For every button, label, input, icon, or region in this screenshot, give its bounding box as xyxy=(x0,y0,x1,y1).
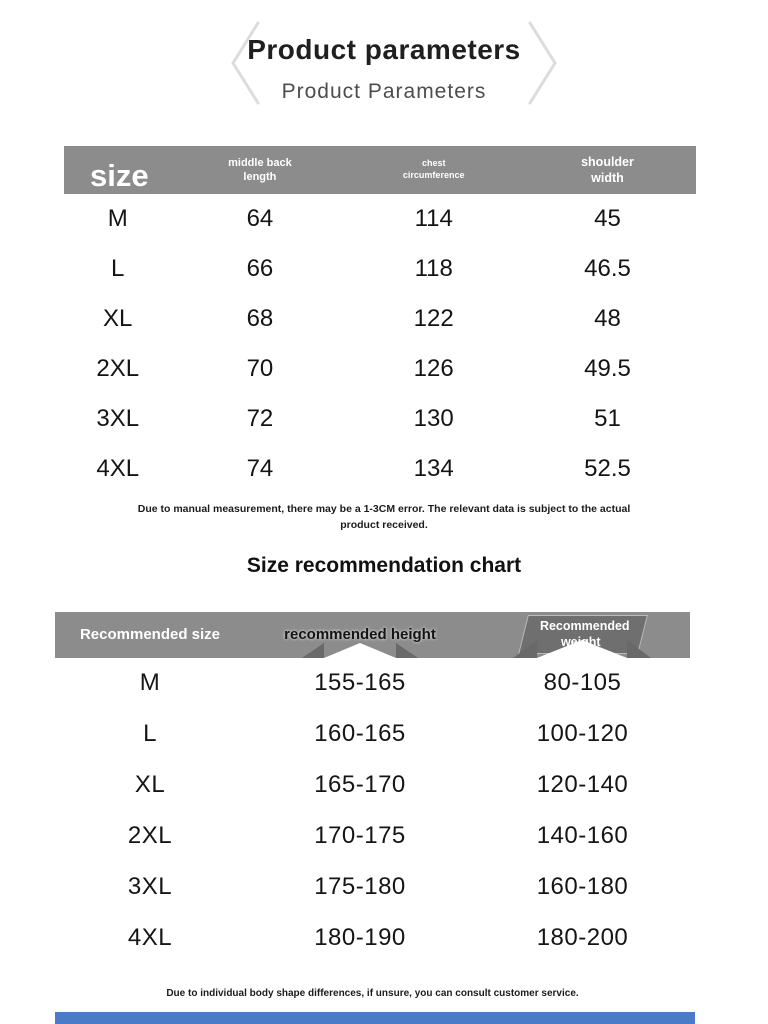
recommended-height-column-header: recommended height xyxy=(284,626,436,643)
recommended-height-cell: 180-190 xyxy=(314,924,406,951)
ribbon-fold-decoration xyxy=(302,643,324,658)
recommended-height-cell: 155-165 xyxy=(314,669,406,696)
shoulder-width-line2: width xyxy=(591,171,624,185)
recommended-weight-cell: 120-140 xyxy=(536,771,629,798)
size-cell-value: 3XL xyxy=(96,405,140,432)
measurement-error-note: Due to manual measurement, there may be a 1-3CM error. The relevant data is subject to the actual product received. xyxy=(137,503,631,531)
back-length-cell: 68 xyxy=(246,305,274,332)
size-table-body xyxy=(64,194,696,494)
recommended-height-cell: 170-175 xyxy=(314,822,406,849)
recommended-weight-cell: 100-120 xyxy=(536,720,629,747)
shoulder-cell: 46.5 xyxy=(584,255,631,282)
back-length-cell: 72 xyxy=(246,405,274,432)
recommended-weight-line2: weight xyxy=(560,634,601,649)
ribbon-fold-decoration xyxy=(513,640,537,658)
size-table-row xyxy=(64,294,696,344)
consult-customer-service-note: Due to individual body shape differences, if unsure, you can consult customer service. xyxy=(166,987,579,999)
recommended-size-cell: XL xyxy=(134,771,166,798)
recommended-weight-cell: 160-180 xyxy=(536,873,629,900)
recommended-height-cell: 160-165 xyxy=(314,720,406,747)
size-parameters-table xyxy=(64,146,696,494)
size-table-row xyxy=(64,194,696,244)
header-notch-decoration xyxy=(324,643,396,658)
recommendation-table-row xyxy=(55,811,690,862)
size-cell-value: XL xyxy=(103,305,133,332)
shoulder-width-column-header xyxy=(519,154,696,187)
recommended-size-column-header: Recommended size xyxy=(79,626,221,643)
back-length-cell: 66 xyxy=(246,255,274,282)
recommendation-table-row xyxy=(55,709,690,760)
chest-cell: 130 xyxy=(413,405,454,432)
chest-cell: 134 xyxy=(413,455,454,482)
chest-circumference-line2: circumference xyxy=(402,170,465,180)
middle-back-length-line1: middle back xyxy=(228,156,292,169)
recommended-weight-cell: 180-200 xyxy=(536,924,629,951)
recommended-height-cell: 175-180 xyxy=(314,873,406,900)
bottom-accent-bar xyxy=(55,1012,695,1024)
size-cell-value: 2XL xyxy=(96,355,140,382)
size-recommendation-table xyxy=(55,612,690,999)
recommended-size-cell: L xyxy=(143,720,157,747)
back-length-cell: 70 xyxy=(246,355,274,382)
recommended-size-cell: 2XL xyxy=(127,822,173,849)
recommendation-table-row xyxy=(55,913,690,964)
chest-cell: 122 xyxy=(413,305,454,332)
size-table-row xyxy=(64,244,696,294)
chest-cell: 118 xyxy=(414,255,453,282)
ribbon-fold-decoration xyxy=(396,643,418,658)
chest-cell: 114 xyxy=(414,205,453,232)
size-table-header-row xyxy=(64,146,696,194)
shoulder-cell: 52.5 xyxy=(584,455,631,482)
shoulder-cell: 49.5 xyxy=(584,355,631,382)
size-table-row xyxy=(64,394,696,444)
size-table-row xyxy=(64,344,696,394)
middle-back-length-column-header xyxy=(171,156,348,185)
header-notch-decoration xyxy=(537,640,627,658)
title-block xyxy=(0,0,768,146)
back-length-cell: 64 xyxy=(246,205,274,232)
recommendation-table-row xyxy=(55,760,690,811)
size-column-header: size xyxy=(90,158,149,194)
page-subtitle: Product Parameters xyxy=(281,80,487,103)
recommended-weight-cell: 80-105 xyxy=(543,669,622,696)
middle-back-length-line2: length xyxy=(243,171,277,183)
recommended-height-cell: 165-170 xyxy=(314,771,406,798)
size-recommendation-title: Size recommendation chart xyxy=(246,553,522,577)
recommendation-table-body xyxy=(55,658,690,964)
left-chevron-icon xyxy=(228,20,262,111)
size-cell-value: L xyxy=(111,255,125,282)
page-title: Product parameters xyxy=(247,34,521,65)
size-cell-value: 4XL xyxy=(96,455,140,482)
shoulder-cell: 48 xyxy=(594,305,621,332)
chest-cell: 126 xyxy=(413,355,454,382)
recommended-size-cell: M xyxy=(139,669,161,696)
right-chevron-icon xyxy=(526,20,560,111)
recommended-weight-cell: 140-160 xyxy=(536,822,629,849)
ribbon-fold-decoration xyxy=(627,640,651,658)
shoulder-cell: 45 xyxy=(594,205,621,232)
recommended-size-cell: 3XL xyxy=(127,873,173,900)
recommended-size-cell: 4XL xyxy=(127,924,173,951)
shoulder-width-line1: shoulder xyxy=(581,154,634,169)
shoulder-cell: 51 xyxy=(594,405,621,432)
size-cell-value: M xyxy=(107,205,128,232)
chest-circumference-column-header xyxy=(348,158,519,181)
size-table-row xyxy=(64,444,696,494)
recommendation-table-row xyxy=(55,862,690,913)
recommendation-table-header-row xyxy=(55,612,690,658)
recommendation-table-row xyxy=(55,658,690,709)
back-length-cell: 74 xyxy=(246,455,274,482)
chest-circumference-line1: chest xyxy=(421,158,446,169)
recommended-weight-line1: Recommended xyxy=(539,618,630,633)
